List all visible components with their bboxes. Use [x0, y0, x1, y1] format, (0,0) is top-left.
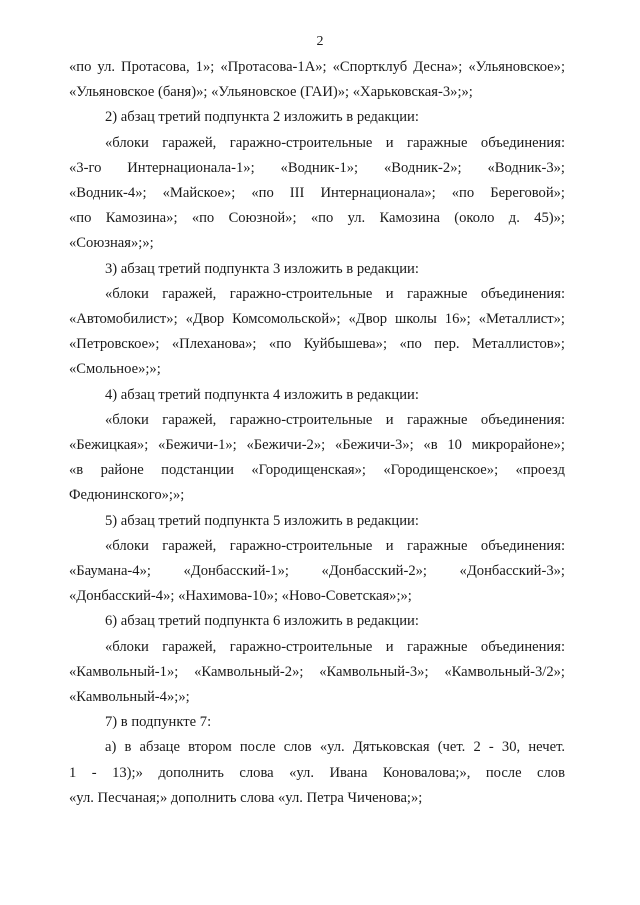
- text-line: 2) абзац третий подпункта 2 изложить в редакции:: [105, 109, 419, 125]
- text-line: «в районе подстанции «Городищенская»; «Городищенское»; «проезд: [69, 462, 565, 478]
- text-line: «Бежицкая»; «Бежичи-1»; «Бежичи-2»; «Бежичи-3»; «в 10 микрорайоне»;: [69, 437, 565, 453]
- text-line: 4) абзац третий подпункта 4 изложить в редакции:: [105, 387, 419, 403]
- text-line: «3-го Интернационала-1»; «Водник-1»; «Водник-2»; «Водник-3»;: [69, 160, 565, 176]
- text-line: «Ульяновское (баня)»; «Ульяновское (ГАИ)»; «Харьковская-3»;»;: [69, 84, 473, 100]
- text-line: 3) абзац третий подпункта 3 изложить в редакции:: [105, 261, 419, 277]
- text-line: «ул. Песчаная;» дополнить слова «ул. Петра Чиченова;»;: [69, 790, 423, 806]
- text-line: «Камвольный-1»; «Камвольный-2»; «Камвольный-3»; «Камвольный-3/2»;: [69, 664, 565, 680]
- text-line: «Баумана-4»; «Донбасский-1»; «Донбасский-2»; «Донбасский-3»;: [69, 563, 565, 579]
- text-line: «Водник-4»; «Майское»; «по III Интернационала»; «по Береговой»;: [69, 185, 565, 201]
- text-line: «по ул. Протасова, 1»; «Протасова-1А»; «Спортклуб Десна»; «Ульяновское»;: [69, 59, 565, 75]
- text-line: «блоки гаражей, гаражно-строительные и гаражные объединения:: [105, 412, 565, 428]
- text-line: «Союзная»;»;: [69, 235, 154, 251]
- text-line: 1 - 13);» дополнить слова «ул. Ивана Коновалова;», после слов: [69, 765, 565, 781]
- text-line: «Автомобилист»; «Двор Комсомольской»; «Двор школы 16»; «Металлист»;: [69, 311, 565, 327]
- text-line: «Смольное»;»;: [69, 361, 161, 377]
- text-line: «Петровское»; «Плеханова»; «по Куйбышева»; «по пер. Металлистов»;: [69, 336, 565, 352]
- text-line: Федюнинского»;»;: [69, 487, 185, 503]
- text-line: «блоки гаражей, гаражно-строительные и гаражные объединения:: [105, 538, 565, 554]
- text-line: «Донбасский-4»; «Нахимова-10»; «Ново-Советская»;»;: [69, 588, 412, 604]
- text-line: «по Камозина»; «по Союзной»; «по ул. Камозина (около д. 45)»;: [69, 210, 565, 226]
- page-number: 2: [316, 34, 324, 49]
- text-line: 5) абзац третий подпункта 5 изложить в редакции:: [105, 513, 419, 529]
- text-line: «блоки гаражей, гаражно-строительные и гаражные объединения:: [105, 135, 565, 151]
- text-line: 6) абзац третий подпункта 6 изложить в редакции:: [105, 613, 419, 629]
- text-line: «блоки гаражей, гаражно-строительные и гаражные объединения:: [105, 286, 565, 302]
- text-line: «блоки гаражей, гаражно-строительные и гаражные объединения:: [105, 639, 565, 655]
- text-line: 7) в подпункте 7:: [105, 714, 212, 730]
- text-line: а) в абзаце втором после слов «ул. Дятьковская (чет. 2 - 30, нечет.: [105, 739, 565, 755]
- text-line: «Камвольный-4»;»;: [69, 689, 190, 705]
